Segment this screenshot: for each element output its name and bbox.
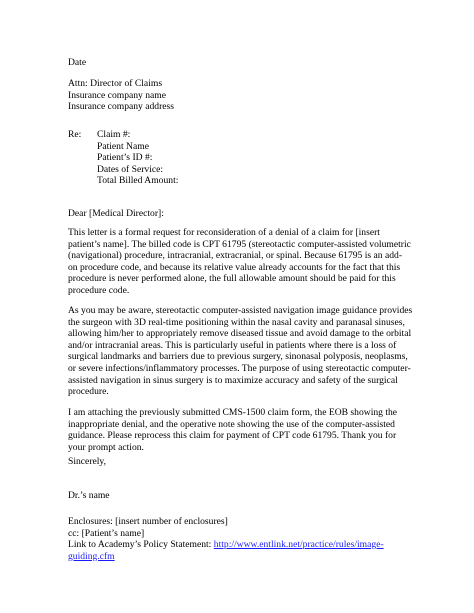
paragraph-line: allowing him/her to appropriately remove diseased tissue and avoid damage to the orbital	[68, 328, 412, 340]
re-lines	[97, 129, 178, 187]
signature	[68, 490, 110, 502]
paragraph-line: the surgeon with 3D real-time positioning within the nasal cavity and paranasal sinuses,	[68, 316, 405, 328]
policy-link[interactable]: http://www.entlink.net/practice/rules/image-	[213, 539, 384, 551]
enclosures-block	[68, 516, 384, 562]
closing-text: Sincerely,	[68, 456, 107, 467]
paragraph-line: I am attaching the previously submitted CMS-1500 claim form, the EOB showing the	[68, 407, 398, 418]
paragraph-line: or severe infections/inflammatory processes. The purpose of using stereotactic computer-	[68, 362, 411, 374]
signature-text: Dr.’s name	[68, 490, 110, 501]
paragraph-line: inappropriate denial, and the operative note showing the use of the computer-assisted	[68, 418, 395, 430]
enclosures-line: Enclosures: [insert number of enclosures]	[68, 516, 228, 527]
re-line: Patient Name	[97, 140, 149, 152]
paragraph-line: procedure is never performed alone, the full allowable amount should be paid for this	[68, 273, 396, 285]
policy-link-continued[interactable]: guiding.cfm	[68, 550, 115, 562]
recipient-line: Attn: Director of Claims	[68, 78, 163, 89]
cc-line: cc: [Patient’s name]	[68, 527, 145, 539]
salutation-text: Dear [Medical Director]:	[68, 208, 164, 219]
re-line: Total Billed Amount:	[97, 175, 179, 187]
paragraph-3	[68, 407, 418, 453]
policy-link-prefix: Link to Academy’s Policy Statement:	[68, 539, 214, 551]
policy-link-line	[68, 539, 384, 551]
paragraph-line: assisted navigation in sinus surgery is to maximize accuracy and safety of the surgical	[68, 374, 398, 386]
recipient-line: Insurance company address	[68, 101, 175, 113]
paragraph-line: procedure code.	[68, 284, 130, 296]
paragraph-1	[68, 227, 418, 297]
recipient-block	[68, 78, 174, 113]
salutation	[68, 208, 164, 220]
paragraph-line: patient’s name]. The billed code is CPT 61795 (stereotactic computer-assisted volumetric	[68, 238, 411, 250]
policy-link-line-2	[68, 551, 384, 563]
re-label: Re:	[68, 129, 82, 140]
paragraph-line: your prompt action.	[68, 441, 144, 453]
closing	[68, 456, 106, 468]
paragraph-line: procedure.	[68, 386, 109, 398]
recipient-line: Insurance company name	[68, 89, 167, 101]
paragraph-line: As you may be aware, stereotactic computer-assisted navigation image guidance provides	[68, 305, 413, 316]
paragraph-line: guidance. Please reprocess this claim for payment of CPT code 61795. Thank you for	[68, 430, 397, 442]
re-line: Claim #:	[97, 129, 131, 140]
paragraph-line: (navigational) procedure, intracranial, extracranial, or spinal. Because 61795 is an add-	[68, 250, 403, 262]
paragraph-line: This letter is a formal request for reconsideration of a denial of a claim for [insert	[68, 227, 380, 238]
date-text: Date	[68, 57, 87, 68]
paragraph-line: surgical landmarks and barriers due to previous surgery, sinonasal polyposis, neoplasms,	[68, 351, 408, 363]
date-line	[68, 57, 86, 69]
paragraph-line: and/or intracranial areas. This is particularly useful in patients where there is a loss of	[68, 339, 397, 351]
re-line: Patient’s ID #:	[97, 152, 153, 164]
re-line: Dates of Service:	[97, 163, 164, 175]
paragraph-2	[68, 305, 418, 398]
paragraph-line: on procedure code, and because its relative value already accounts for the fact that this	[68, 261, 401, 273]
